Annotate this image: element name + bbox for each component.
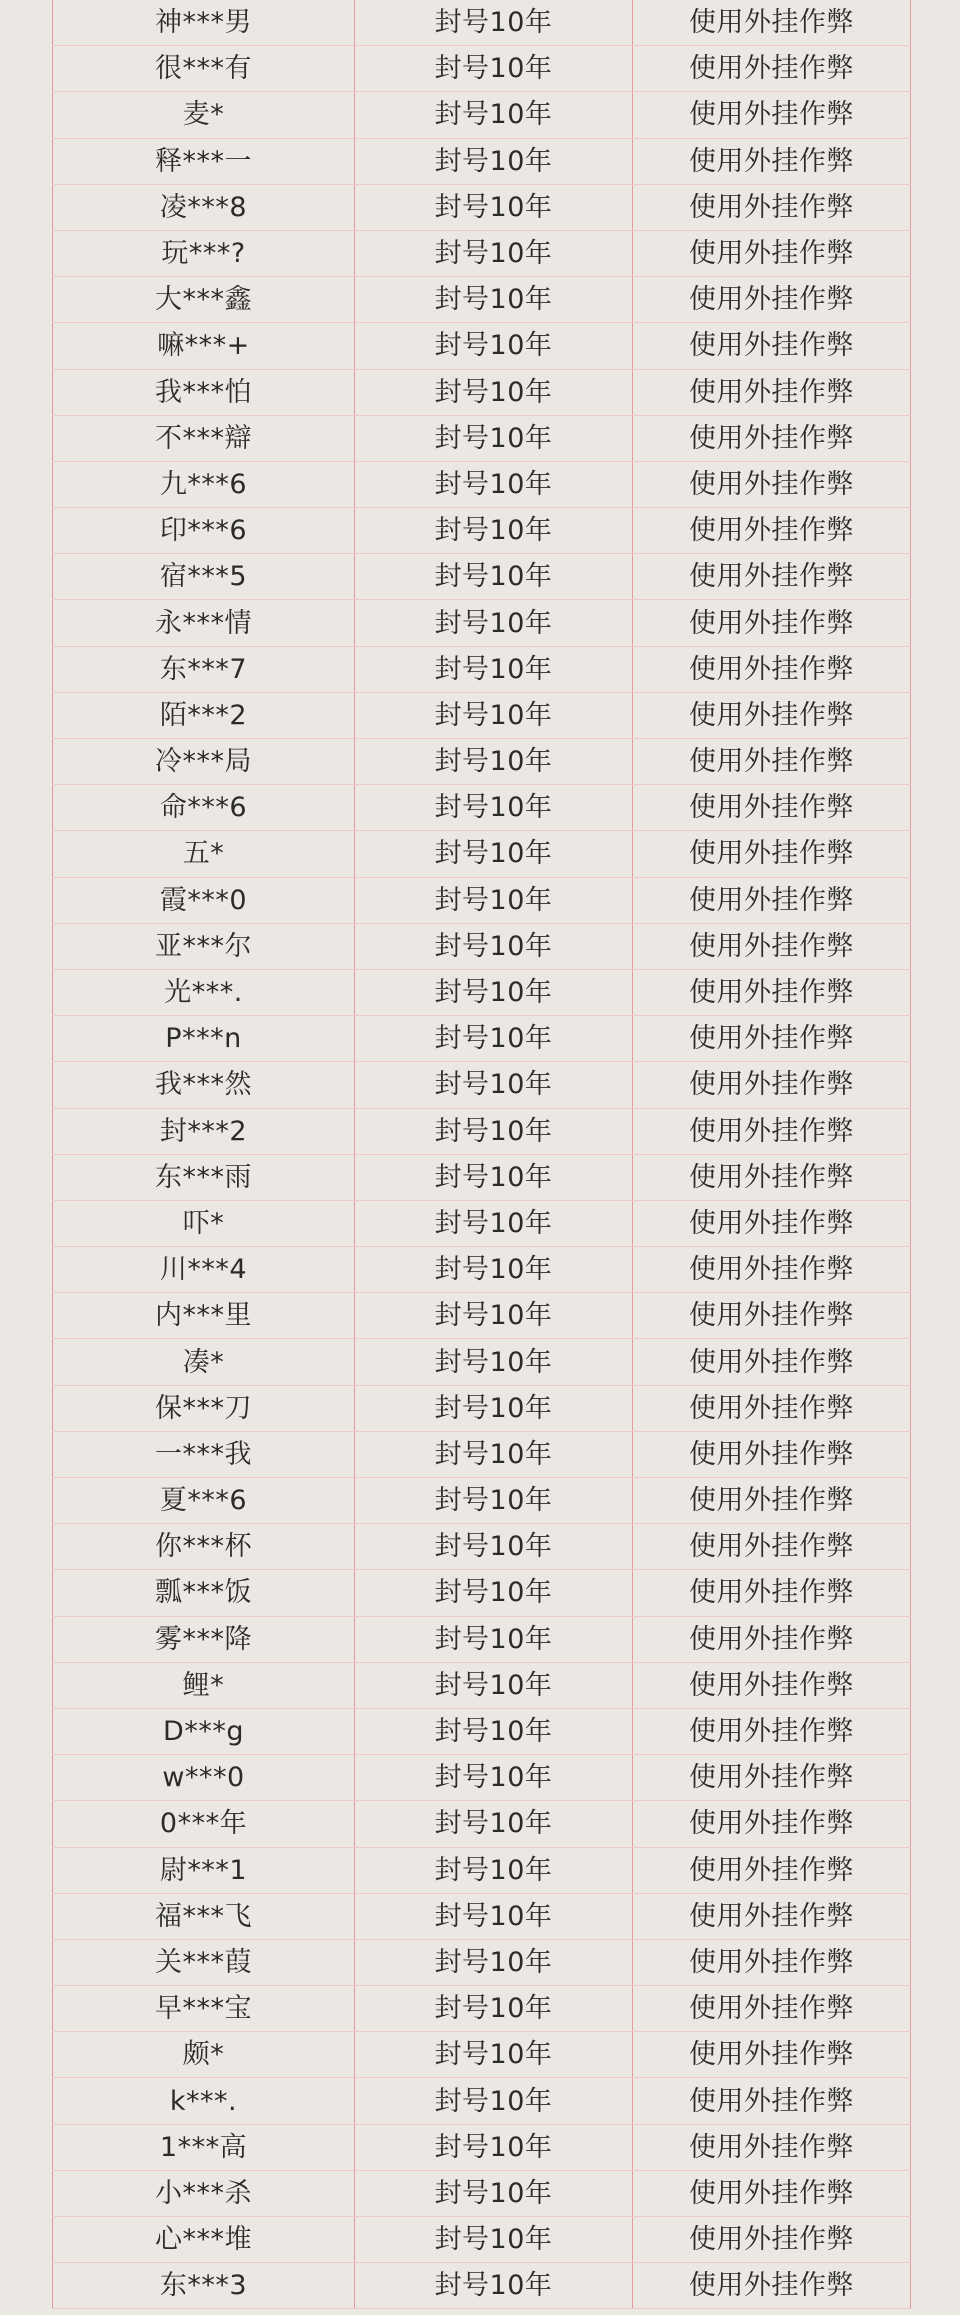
penalty-cell: 封号10年	[355, 1801, 633, 1847]
reason-cell: 使用外挂作弊	[633, 1247, 911, 1293]
table-row	[53, 461, 911, 507]
player-name-cell: 不***辯	[53, 415, 355, 461]
table-row	[53, 2263, 911, 2309]
table-row	[53, 92, 911, 138]
penalty-cell: 封号10年	[355, 184, 633, 230]
player-name-cell: 封***2	[53, 1108, 355, 1154]
table-row	[53, 1524, 911, 1570]
player-name-cell: 很***有	[53, 46, 355, 92]
reason-cell: 使用外挂作弊	[633, 1662, 911, 1708]
penalty-cell: 封号10年	[355, 1662, 633, 1708]
reason-cell: 使用外挂作弊	[633, 2170, 911, 2216]
penalty-cell: 封号10年	[355, 969, 633, 1015]
table-row	[53, 1016, 911, 1062]
table-row	[53, 1893, 911, 1939]
reason-cell: 使用外挂作弊	[633, 1431, 911, 1477]
table-row	[53, 646, 911, 692]
reason-cell: 使用外挂作弊	[633, 1755, 911, 1801]
player-name-cell: 永***情	[53, 600, 355, 646]
table-row	[53, 1986, 911, 2032]
reason-cell: 使用外挂作弊	[633, 2078, 911, 2124]
player-name-cell: 我***怕	[53, 369, 355, 415]
table-row	[53, 877, 911, 923]
table-row	[53, 138, 911, 184]
reason-cell: 使用外挂作弊	[633, 692, 911, 738]
table-row	[53, 230, 911, 276]
player-name-cell: 川***4	[53, 1247, 355, 1293]
ban-list-table-container	[52, 0, 910, 2309]
penalty-cell: 封号10年	[355, 508, 633, 554]
table-row	[53, 923, 911, 969]
table-row	[53, 2124, 911, 2170]
penalty-cell: 封号10年	[355, 1570, 633, 1616]
table-row	[53, 1939, 911, 1985]
penalty-cell: 封号10年	[355, 1293, 633, 1339]
table-row	[53, 369, 911, 415]
penalty-cell: 封号10年	[355, 1431, 633, 1477]
reason-cell: 使用外挂作弊	[633, 1939, 911, 1985]
reason-cell: 使用外挂作弊	[633, 554, 911, 600]
table-row	[53, 1062, 911, 1108]
penalty-cell: 封号10年	[355, 1939, 633, 1985]
reason-cell: 使用外挂作弊	[633, 2124, 911, 2170]
player-name-cell: 早***宝	[53, 1986, 355, 2032]
reason-cell: 使用外挂作弊	[633, 600, 911, 646]
table-row	[53, 1154, 911, 1200]
penalty-cell: 封号10年	[355, 1708, 633, 1754]
table-row	[53, 1662, 911, 1708]
penalty-cell: 封号10年	[355, 0, 633, 46]
player-name-cell: 颇*	[53, 2032, 355, 2078]
reason-cell: 使用外挂作弊	[633, 1708, 911, 1754]
table-row	[53, 0, 911, 46]
player-name-cell: 嘛***+	[53, 323, 355, 369]
penalty-cell: 封号10年	[355, 1986, 633, 2032]
player-name-cell: 小***杀	[53, 2170, 355, 2216]
table-row	[53, 1108, 911, 1154]
penalty-cell: 封号10年	[355, 92, 633, 138]
player-name-cell: w***0	[53, 1755, 355, 1801]
penalty-cell: 封号10年	[355, 877, 633, 923]
reason-cell: 使用外挂作弊	[633, 415, 911, 461]
reason-cell: 使用外挂作弊	[633, 1016, 911, 1062]
reason-cell: 使用外挂作弊	[633, 0, 911, 46]
table-row	[53, 2078, 911, 2124]
table-row	[53, 2032, 911, 2078]
player-name-cell: 尉***1	[53, 1847, 355, 1893]
player-name-cell: 凑*	[53, 1339, 355, 1385]
reason-cell: 使用外挂作弊	[633, 1293, 911, 1339]
reason-cell: 使用外挂作弊	[633, 277, 911, 323]
ban-list-body	[53, 0, 911, 2309]
player-name-cell: 五*	[53, 831, 355, 877]
reason-cell: 使用外挂作弊	[633, 1154, 911, 1200]
penalty-cell: 封号10年	[355, 1154, 633, 1200]
reason-cell: 使用外挂作弊	[633, 646, 911, 692]
reason-cell: 使用外挂作弊	[633, 923, 911, 969]
player-name-cell: 光***.	[53, 969, 355, 1015]
player-name-cell: 释***一	[53, 138, 355, 184]
reason-cell: 使用外挂作弊	[633, 739, 911, 785]
penalty-cell: 封号10年	[355, 369, 633, 415]
player-name-cell: 霞***0	[53, 877, 355, 923]
table-row	[53, 1478, 911, 1524]
table-row	[53, 1616, 911, 1662]
table-row	[53, 1247, 911, 1293]
reason-cell: 使用外挂作弊	[633, 1847, 911, 1893]
penalty-cell: 封号10年	[355, 1755, 633, 1801]
table-row	[53, 1293, 911, 1339]
reason-cell: 使用外挂作弊	[633, 785, 911, 831]
player-name-cell: 东***雨	[53, 1154, 355, 1200]
table-row	[53, 1431, 911, 1477]
player-name-cell: 冷***局	[53, 739, 355, 785]
player-name-cell: 亚***尔	[53, 923, 355, 969]
table-row	[53, 277, 911, 323]
table-row	[53, 1570, 911, 1616]
player-name-cell: k***.	[53, 2078, 355, 2124]
reason-cell: 使用外挂作弊	[633, 46, 911, 92]
penalty-cell: 封号10年	[355, 138, 633, 184]
penalty-cell: 封号10年	[355, 2124, 633, 2170]
reason-cell: 使用外挂作弊	[633, 1893, 911, 1939]
reason-cell: 使用外挂作弊	[633, 1478, 911, 1524]
penalty-cell: 封号10年	[355, 600, 633, 646]
reason-cell: 使用外挂作弊	[633, 138, 911, 184]
table-row	[53, 1755, 911, 1801]
penalty-cell: 封号10年	[355, 323, 633, 369]
table-row	[53, 785, 911, 831]
penalty-cell: 封号10年	[355, 461, 633, 507]
table-row	[53, 46, 911, 92]
penalty-cell: 封号10年	[355, 2078, 633, 2124]
player-name-cell: 陌***2	[53, 692, 355, 738]
reason-cell: 使用外挂作弊	[633, 2032, 911, 2078]
reason-cell: 使用外挂作弊	[633, 230, 911, 276]
player-name-cell: 命***6	[53, 785, 355, 831]
player-name-cell: 九***6	[53, 461, 355, 507]
penalty-cell: 封号10年	[355, 646, 633, 692]
reason-cell: 使用外挂作弊	[633, 1986, 911, 2032]
reason-cell: 使用外挂作弊	[633, 1801, 911, 1847]
table-row	[53, 692, 911, 738]
penalty-cell: 封号10年	[355, 1016, 633, 1062]
reason-cell: 使用外挂作弊	[633, 508, 911, 554]
penalty-cell: 封号10年	[355, 1893, 633, 1939]
player-name-cell: D***g	[53, 1708, 355, 1754]
player-name-cell: 保***刀	[53, 1385, 355, 1431]
table-row	[53, 2217, 911, 2263]
penalty-cell: 封号10年	[355, 1339, 633, 1385]
table-row	[53, 739, 911, 785]
table-row	[53, 831, 911, 877]
penalty-cell: 封号10年	[355, 46, 633, 92]
table-row	[53, 323, 911, 369]
player-name-cell: 东***3	[53, 2263, 355, 2309]
reason-cell: 使用外挂作弊	[633, 969, 911, 1015]
reason-cell: 使用外挂作弊	[633, 877, 911, 923]
reason-cell: 使用外挂作弊	[633, 1200, 911, 1246]
reason-cell: 使用外挂作弊	[633, 323, 911, 369]
table-row	[53, 184, 911, 230]
player-name-cell: 印***6	[53, 508, 355, 554]
reason-cell: 使用外挂作弊	[633, 1570, 911, 1616]
player-name-cell: 一***我	[53, 1431, 355, 1477]
player-name-cell: 鲤*	[53, 1662, 355, 1708]
penalty-cell: 封号10年	[355, 2217, 633, 2263]
table-row	[53, 2170, 911, 2216]
table-row	[53, 508, 911, 554]
penalty-cell: 封号10年	[355, 1200, 633, 1246]
player-name-cell: 瓢***饭	[53, 1570, 355, 1616]
player-name-cell: 大***鑫	[53, 277, 355, 323]
penalty-cell: 封号10年	[355, 230, 633, 276]
player-name-cell: 宿***5	[53, 554, 355, 600]
penalty-cell: 封号10年	[355, 2263, 633, 2309]
reason-cell: 使用外挂作弊	[633, 1385, 911, 1431]
player-name-cell: 你***杯	[53, 1524, 355, 1570]
penalty-cell: 封号10年	[355, 1847, 633, 1893]
player-name-cell: 麦*	[53, 92, 355, 138]
penalty-cell: 封号10年	[355, 923, 633, 969]
table-row	[53, 1847, 911, 1893]
penalty-cell: 封号10年	[355, 1616, 633, 1662]
table-row	[53, 415, 911, 461]
table-row	[53, 1339, 911, 1385]
penalty-cell: 封号10年	[355, 554, 633, 600]
penalty-cell: 封号10年	[355, 785, 633, 831]
player-name-cell: 我***然	[53, 1062, 355, 1108]
player-name-cell: 吓*	[53, 1200, 355, 1246]
player-name-cell: P***n	[53, 1016, 355, 1062]
player-name-cell: 东***7	[53, 646, 355, 692]
table-row	[53, 1708, 911, 1754]
penalty-cell: 封号10年	[355, 2032, 633, 2078]
player-name-cell: 0***年	[53, 1801, 355, 1847]
reason-cell: 使用外挂作弊	[633, 1524, 911, 1570]
reason-cell: 使用外挂作弊	[633, 92, 911, 138]
reason-cell: 使用外挂作弊	[633, 1616, 911, 1662]
player-name-cell: 凌***8	[53, 184, 355, 230]
penalty-cell: 封号10年	[355, 692, 633, 738]
penalty-cell: 封号10年	[355, 415, 633, 461]
reason-cell: 使用外挂作弊	[633, 1062, 911, 1108]
table-row	[53, 554, 911, 600]
reason-cell: 使用外挂作弊	[633, 2263, 911, 2309]
penalty-cell: 封号10年	[355, 2170, 633, 2216]
player-name-cell: 玩***?	[53, 230, 355, 276]
reason-cell: 使用外挂作弊	[633, 1108, 911, 1154]
penalty-cell: 封号10年	[355, 1385, 633, 1431]
player-name-cell: 夏***6	[53, 1478, 355, 1524]
table-row	[53, 969, 911, 1015]
penalty-cell: 封号10年	[355, 1478, 633, 1524]
table-row	[53, 600, 911, 646]
player-name-cell: 心***堆	[53, 2217, 355, 2263]
player-name-cell: 关***葭	[53, 1939, 355, 1985]
penalty-cell: 封号10年	[355, 277, 633, 323]
reason-cell: 使用外挂作弊	[633, 1339, 911, 1385]
reason-cell: 使用外挂作弊	[633, 2217, 911, 2263]
player-name-cell: 内***里	[53, 1293, 355, 1339]
reason-cell: 使用外挂作弊	[633, 831, 911, 877]
penalty-cell: 封号10年	[355, 739, 633, 785]
penalty-cell: 封号10年	[355, 1062, 633, 1108]
penalty-cell: 封号10年	[355, 1247, 633, 1293]
table-row	[53, 1801, 911, 1847]
penalty-cell: 封号10年	[355, 1108, 633, 1154]
reason-cell: 使用外挂作弊	[633, 369, 911, 415]
penalty-cell: 封号10年	[355, 1524, 633, 1570]
player-name-cell: 雾***降	[53, 1616, 355, 1662]
table-row	[53, 1200, 911, 1246]
reason-cell: 使用外挂作弊	[633, 184, 911, 230]
player-name-cell: 神***男	[53, 0, 355, 46]
player-name-cell: 1***高	[53, 2124, 355, 2170]
table-row	[53, 1385, 911, 1431]
ban-list-table	[52, 0, 911, 2309]
player-name-cell: 福***飞	[53, 1893, 355, 1939]
reason-cell: 使用外挂作弊	[633, 461, 911, 507]
penalty-cell: 封号10年	[355, 831, 633, 877]
